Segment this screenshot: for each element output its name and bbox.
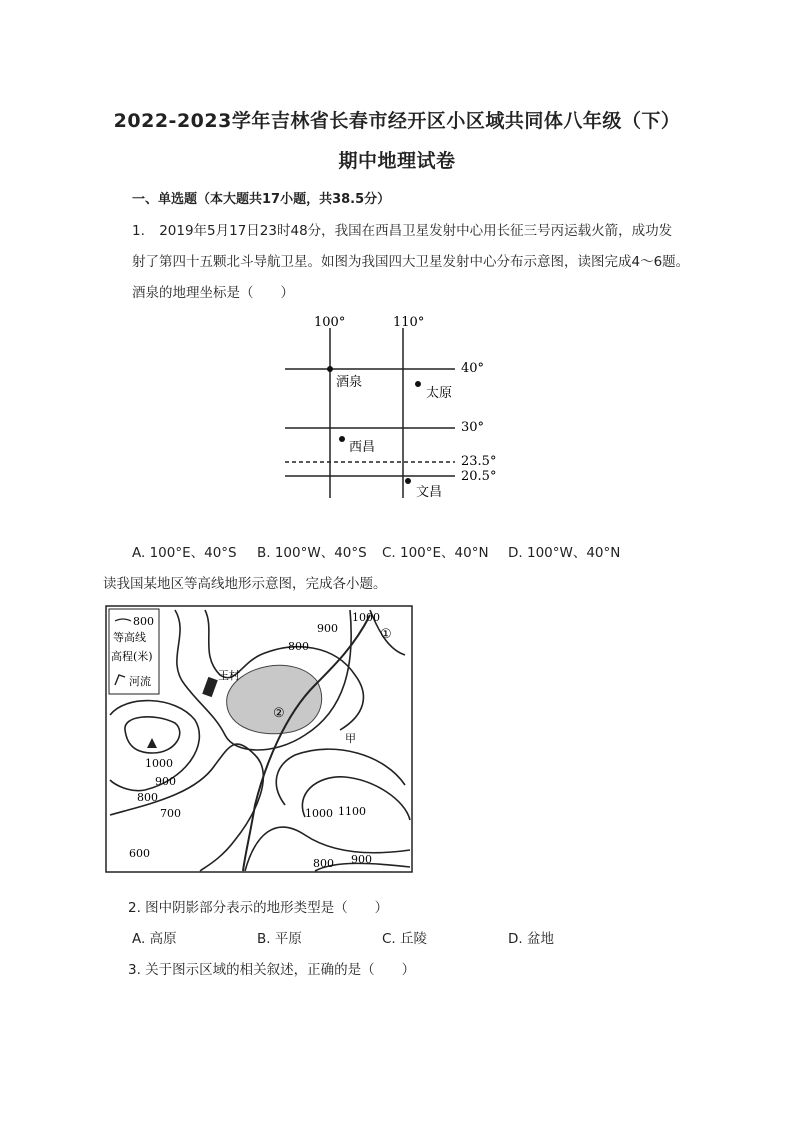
- label-900-left: 900: [155, 775, 176, 788]
- label-1100: 1100: [338, 805, 366, 818]
- label-2: ②: [273, 706, 285, 721]
- question-1-text: 2019年5月17日23时48分，我国在西昌卫星发射中心用长征三号丙运载火箭，成功发: [159, 223, 673, 239]
- label-800-top: 800: [288, 640, 309, 653]
- lat-label-40: 40°: [461, 361, 485, 376]
- exam-title-line2: 期中地理试卷: [338, 150, 456, 172]
- label-jia: 甲: [345, 732, 356, 745]
- place-jiuquan: 酒泉: [336, 375, 363, 390]
- label-900-bottom: 900: [351, 853, 372, 866]
- label-1: ①: [380, 627, 392, 642]
- q2-option-c[interactable]: C. 丘陵: [382, 931, 428, 947]
- q2-option-d[interactable]: D. 盆地: [508, 931, 554, 947]
- label-700: 700: [160, 807, 181, 820]
- q1-option-d[interactable]: D. 100°W、40°N: [508, 545, 621, 561]
- question-1-line1: [132, 219, 672, 239]
- label-800-left: 800: [137, 791, 158, 804]
- question-1-number: 1.: [132, 223, 145, 239]
- wenchang-dot: [405, 478, 411, 484]
- question-1-line2: 射了第四十五颗北斗导航卫星。如图为我国四大卫星发射中心分布示意图，读图完成4～6题。: [132, 254, 690, 270]
- label-900-top: 900: [317, 622, 338, 635]
- place-wenchang: 文昌: [416, 485, 443, 500]
- place-xichang: 西昌: [349, 440, 376, 455]
- label-600: 600: [129, 847, 150, 860]
- q1-option-a[interactable]: A. 100°E、40°S: [132, 545, 237, 561]
- jiuquan-dot: [327, 366, 333, 372]
- q1-option-c[interactable]: C. 100°E、40°N: [382, 545, 489, 561]
- label-800-bottom: 800: [313, 857, 334, 870]
- label-1000-left: 1000: [145, 757, 173, 770]
- lon-label-100: 100°: [314, 315, 346, 330]
- question-3-text: 3. 关于图示区域的相关叙述，正确的是（ ）: [128, 962, 416, 978]
- lon-label-110: 110°: [393, 315, 425, 330]
- label-village: 王村: [218, 669, 240, 682]
- question-1-line3: 酒泉的地理坐标是（ ）: [132, 285, 294, 301]
- label-1000-mid: 1000: [305, 807, 333, 820]
- q2-option-a[interactable]: A. 高原: [132, 931, 177, 947]
- label-1000-top: 1000: [352, 611, 380, 624]
- question-2-text: 2. 图中阴影部分表示的地形类型是（ ）: [128, 900, 389, 916]
- lat-label-30: 30°: [461, 420, 485, 435]
- legend-river: 河流: [129, 675, 151, 688]
- legend-800: 800: [133, 615, 154, 628]
- legend-elevation: 高程(米): [111, 650, 153, 663]
- xichang-dot: [339, 436, 345, 442]
- contour-map: [105, 605, 415, 875]
- place-taiyuan: 太原: [426, 386, 453, 401]
- question-2-intro: 读我国某地区等高线地形示意图，完成各小题。: [103, 576, 387, 592]
- lat-label-20-5: 20.5°: [461, 469, 497, 484]
- taiyuan-dot: [415, 381, 421, 387]
- q2-option-b[interactable]: B. 平原: [257, 931, 302, 947]
- lat-label-23-5: 23.5°: [461, 454, 497, 469]
- legend-contour: 等高线: [113, 631, 146, 644]
- launch-center-map: [280, 308, 520, 508]
- q1-option-b[interactable]: B. 100°W、40°S: [257, 545, 367, 561]
- exam-title-line1: 2022-2023学年吉林省长春市经开区小区域共同体八年级（下）: [113, 110, 681, 132]
- section-heading: 一、单选题（本大题共17小题，共38.5分）: [132, 192, 391, 207]
